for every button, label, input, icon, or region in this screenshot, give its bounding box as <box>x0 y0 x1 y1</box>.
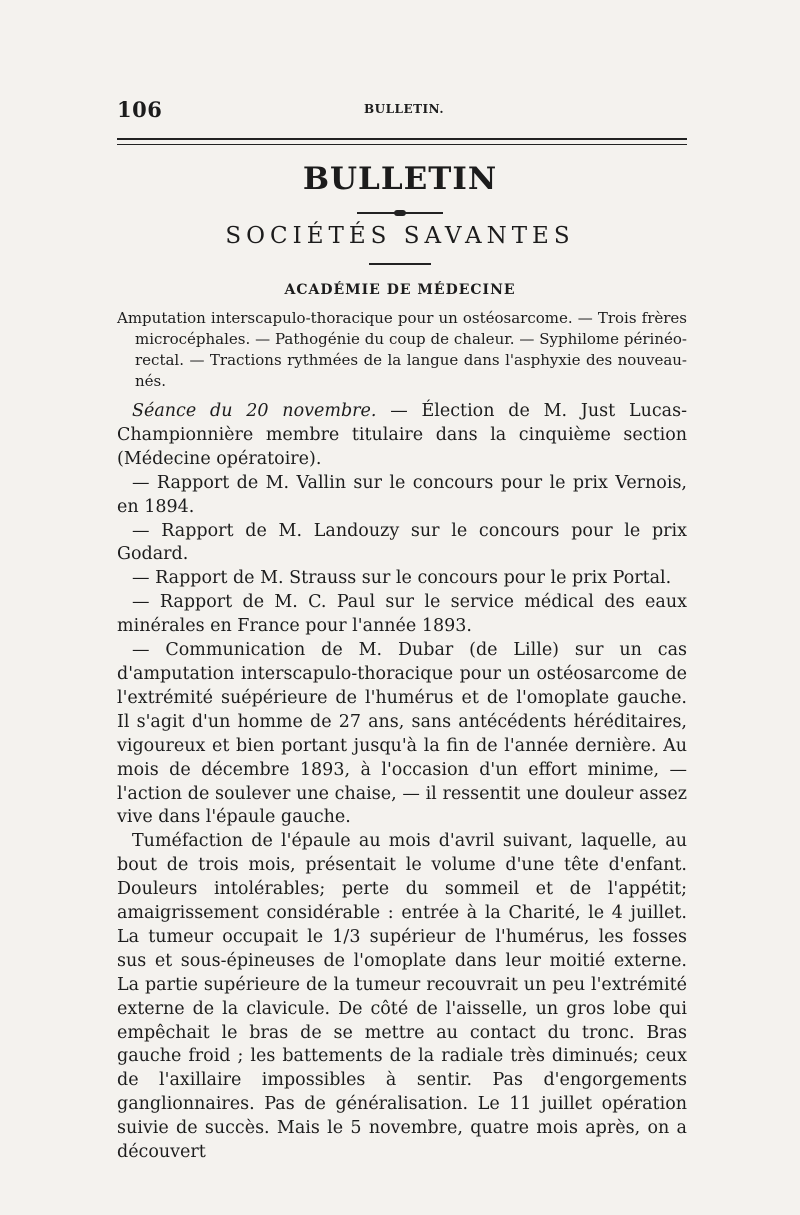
paragraph: Tuméfaction de l'épaule au mois d'avril suivant, laquelle, au bout de trois mois, présentait le volume d'une tête d'enfant. Douleurs intolérables; perte du sommeil et de l'appétit; amaigrissement considérable : entrée à la Charité, le 4 juillet. La tumeur occupait le 1/3 supérieur de l'humérus, les fosses sus et sous-épineuses de l'omoplate dans leur moitié externe. La partie supérieure de la tumeur recouvrait un peu l'extrémité externe de la clavicule. De côté de l'aisselle, un gros lobe qui empêchait le bras de se mettre au contact du tronc. Bras gauche froid ; les battements de la radiale très diminués; ceux de l'axillaire impossibles à sentir. Pas d'engorgements ganglionnaires. Pas de généralisation. Le 11 juillet opération suivie de succès. Mais le 5 novembre, quatre mois après, on a découvert <box>117 831 687 1163</box>
paragraph: — Rapport de M. Landouzy sur le concours pour le prix Godard. <box>117 520 687 565</box>
page-title: BULLETIN <box>302 161 498 197</box>
running-header <box>117 97 687 121</box>
paragraph <box>117 400 687 472</box>
subtitle-rule <box>369 263 431 265</box>
article-body <box>117 400 687 1165</box>
page-subtitle: SOCIÉTÉS SAVANTES <box>225 223 575 249</box>
paragraph: — Rapport de M. Strauss sur le concours pour le prix Portal. <box>132 568 672 589</box>
section-heading: ACADÉMIE DE MÉDECINE <box>284 282 516 298</box>
page-number: 106 <box>117 97 163 122</box>
title-ornament <box>357 210 443 216</box>
session-date: Séance du 20 novembre. <box>132 401 377 421</box>
summary-text: Amputation interscapulo-thoracique pour un ostéosarcome. — Trois frères microcéphales. — Pathogénie du coup de chaleur. — Syphilome périnéo-rectal. — Tractions rythmées de la langue dans l'asphyxie des nouveau-nés. <box>117 309 687 390</box>
header-double-rule <box>117 138 687 145</box>
running-title: BULLETIN. <box>364 102 445 116</box>
paragraph-text: — Élection de M. Just Lucas-Championnière membre titulaire dans la cinquième section (Médecine opératoire). <box>117 401 687 469</box>
paragraph: — Rapport de M. Vallin sur le concours pour le prix Vernois, en 1894. <box>117 472 687 517</box>
paragraph: — Rapport de M. C. Paul sur le service médical des eaux minérales en France pour l'année 1893. <box>117 592 687 637</box>
paragraph: — Communication de M. Dubar (de Lille) sur un cas d'amputation interscapulo-thoracique pour un ostéosarcome de l'extrémité suépérieure de l'humérus et de l'omoplate gauche. Il s'agit d'un homme de 27 ans, sans antécédents héréditaires, vigoureux et bien portant jusqu'à la fin de l'année dernière. Au mois de décembre 1893, à l'occasion d'un effort minime, — l'action de soulever une chaise, — il ressentit une douleur assez vive dans l'épaule gauche. <box>117 640 687 828</box>
section-summary <box>117 308 687 392</box>
